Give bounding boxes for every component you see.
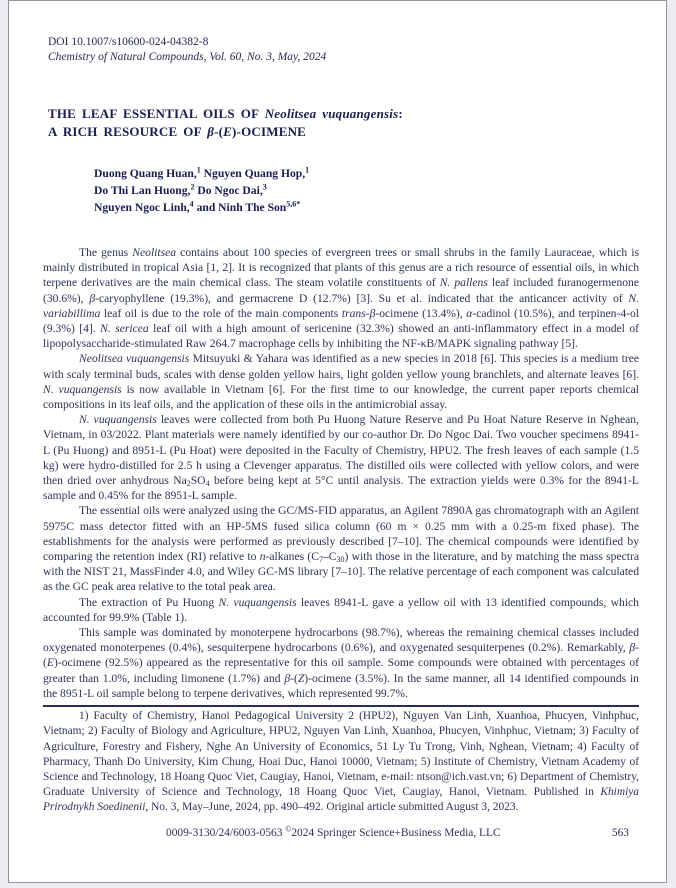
author-line-2: Do Thi Lan Huong,$^2$ Do Ngoc Dai,$^3$ bbox=[94, 182, 267, 197]
paragraph-1: The genus Neolitsea contains about 100 species of evergreen trees or small shrubs in the family Lauraceae, which is mainly distributed in tropical Asia [1, 2]. It is recognized that plants of this genus are a rich resource of essential oils, in which terpene derivatives are the main chemical class. The steam volatile constituents of N. pallens leaf included furanogermenone (30.6%), β-caryophyllene (19.3%), and germacrene D (12.7%) [3]. Su et al. indicated that the anticancer activity of N. variabillima leaf oil is due to the role of the main components trans-β-ocimene (13.4%), α-cadinol (10.5%), and terpinen-4-ol (9.3%) [4]. N. sericea leaf oil with a high amount of sericenine (32.3%) showed an anti-inflammatory effect in a model of lipopolysaccharide-stimulated Raw 264.7 macrophage cells by inhibiting the NF-κB/MAPK signaling pathway [5]. bbox=[43, 246, 640, 351]
author-block bbox=[94, 165, 639, 216]
affiliations-footnote: 1) Faculty of Chemistry, Hanoi Pedagogical University 2 (HPU2), Nguyen Van Linh, Xuanhoa, Phucyen, Vinhphuc, Vietnam; 2) Faculty of Biology and Agriculture, HPU2, Nguyen Van Linh, Xuanhoa, Phucyen, Vinhphuc, Vietnam; 3) Faculty of Agriculture, Forestry and Fishery, Nghe An University of Economics, 51 Ly Tu Trong, Vinh, Nghean, Vietnam; 4) Faculty of Pharmacy, Thanh Do University, Kim Chung, Hoai Duc, Hanoi 10000, Vietnam; 5) Institute of Chemistry, Vietnam Academy of Science and Technology, 18 Hoang Quoc Viet, Caugiay, Hanoi, Vietnam, e-mail: ntson@ich.vast.vn; 6) Department of Chemistry, Graduate University of Science and Technology, 18 Hoang Quoc Viet, Caugiay, Hanoi, Vietnam. Published in Khimiya Prirodnykh Soedinenii, No. 3, May–June, 2024, pp. 490–492. Original article submitted August 3, 2023. bbox=[43, 710, 639, 814]
paragraph-3: N. vuquangensis leaves were collected from both Pu Huong Nature Reserve and Pu Hoat Nature Reserve in Nghean, Vietnam, in 03/2022. Plant materials were namely identified by our co-author Dr. Do Ngoc Dai. Two voucher specimens 8941-L (Pu Huong) and 8951-L (Pu Hoat) were deposited in the Faculty of Chemistry, HPU2. The fresh leaves of each sample (1.5 kg) were hydro-distilled for 2.5 h using a Clevenger apparatus. The distilled oils were collected with yellow colors, and were then dried over anhydrous Na2SO4 before being kept at 5°C until analysis. The extraction yields were 0.3% for the 8941-L sample and 0.45% for the 8951-L sample. bbox=[43, 413, 639, 503]
paragraph-4: The essential oils were analyzed using the GC/MS-FID apparatus, an Agilent 7890A gas chromatograph with an Agilent 5975C mass detector fitted with an HP-5MS fused silica column (60 m × 0.25 mm with a 0.25-m fixed phase). The establishments for the analysis were performed as previously described [7–10]. The chemical compounds were identified by comparing the retention index (RI) relative to n-alkanes (C7–C30) with those in the literature, and by matching the mass spectra with the NIST 21, MassFinder 4.0, and Wiley GC-MS library [7–10]. The relative percentage of each component was calculated as the GC peak area relative to the total peak area. bbox=[43, 504, 639, 594]
footnote-divider bbox=[43, 705, 639, 707]
page-header bbox=[48, 35, 639, 65]
page-footer bbox=[43, 824, 639, 839]
journal-line: Chemistry of Natural Compounds, Vol. 60, No. 3, May, 2024 bbox=[48, 51, 327, 63]
author-line-3: Nguyen Ngoc Linh,$^4$ and Ninh The Son$^{5,6*}$ bbox=[94, 199, 301, 214]
page-number: 563 bbox=[611, 826, 629, 839]
page-frame bbox=[8, 0, 667, 883]
paragraph-6: This sample was dominated by monoterpene hydrocarbons (98.7%), whereas the remaining chemical classes included oxygenated monoterpenes (0.4%), sesquiterpene hydrocarbons (0.6%), and oxygenated sesquiterpenes (0.2%). Remarkably, β-(E)-ocimene (92.5%) appeared as the representative for this oil sample. Some compounds were obtained with percentages of greater than 1.0%, including limonene (1.7%) and β-(Z)-ocimene (3.5%). In the same manner, all 14 identified compounds in the 8951-L oil sample belong to terpene derivatives, which represented 99.7%. bbox=[43, 626, 639, 700]
doi-line: DOI 10.1007/s10600-024-04382-8 bbox=[48, 36, 209, 48]
paragraph-2: Neolitsea vuquangensis Mitsuyuki & Yahara was identified as a new species in 2018 [6]. This species is a medium tree with scaly terminal buds, scales with dense golden yellow hairs, light golden yellow young branchlets, and alternate leaves [6]. N. vuquangensis is now available in Vietnam [6]. For the first time to our knowledge, the current paper reports chemical compositions in its leaf oils, and the application of these oils in the antimicrobial assay. bbox=[43, 352, 639, 412]
issn-copyright-line: 0009-3130/24/6003-0563 ©2024 Springer Science+Business Media, LLC bbox=[166, 824, 501, 839]
paragraph-5: The extraction of Pu Huong N. vuquangensis leaves 8941-L gave a yellow oil with 13 identified compounds, which accounted for 99.9% (Table 1). bbox=[43, 595, 639, 624]
article-title-line-1: THE LEAF ESSENTIAL OILS OF Neolitsea vuquangensis: bbox=[48, 106, 403, 121]
author-line-1: Duong Quang Huan,$^1$ Nguyen Quang Hop,$^1$ bbox=[94, 165, 310, 180]
article-body bbox=[43, 245, 639, 701]
article-title bbox=[48, 105, 639, 141]
page-content bbox=[9, 1, 666, 882]
article-title-line-2: A RICH RESOURCE OF β-(E)-OCIMENE bbox=[48, 124, 307, 139]
